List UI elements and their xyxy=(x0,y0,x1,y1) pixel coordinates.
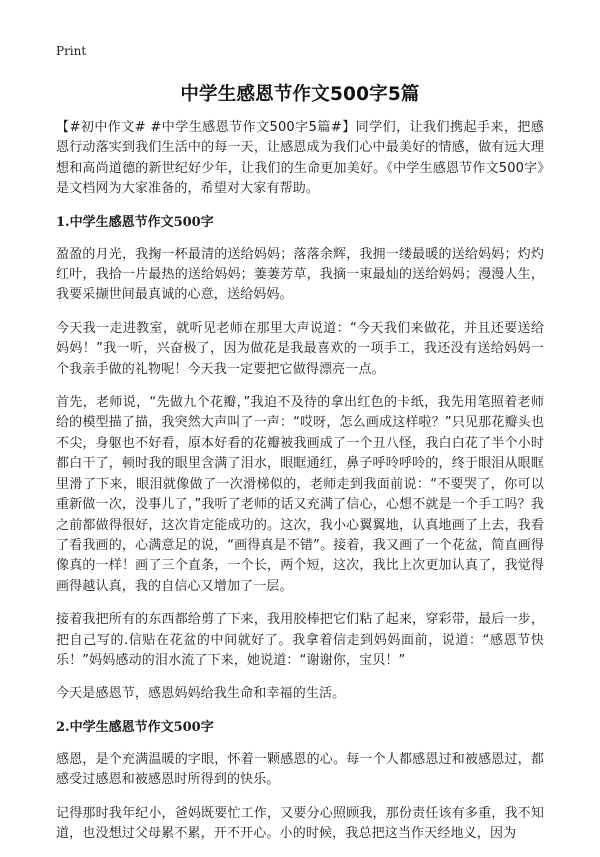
section-heading-2: 2.中学生感恩节作文500字 xyxy=(56,719,214,735)
article-body xyxy=(56,118,544,857)
page-title: 中学生感恩节作文500字5篇 xyxy=(180,84,420,105)
print-link[interactable]: Print xyxy=(56,44,87,58)
section-1-paragraph-1: 盈盈的月光，我掬一杯最清的送给妈妈；落落余辉，我拥一缕最暖的送给妈妈；灼灼红叶，我拾一片最热的送给妈妈；萋萋芳草，我摘一束最灿的送给妈妈；漫漫人生，我要采撷世间最真诚的心意，送给妈妈。 xyxy=(56,246,544,303)
section-1-paragraph-3: 首先，老师说，“先做九个花瓣，”我迫不及待的拿出红色的卡纸，我先用笔照着老师给的模型描了描，我突然大声叫了一声：“哎呀，怎么画成这样啦？”只见那花瓣头也不尖，身躯也不好看，原本好看的花瓣被我画成了一个丑八怪，我白白花了半个小时都白干了，顿时我的眼里含满了泪水，眼眶通红，鼻子呼呤呼呤的，终于眼泪从眼眶里滑了下来，眼泪就像做了一次滑梯似的，老师走到我面前说：“不要哭了，你可以重新做一次，没事儿了，”我听了老师的话又充满了信心，心想不就是一个手工吗？我之前都做得很好，这次肯定能成功的。这次，我小心翼翼地，认真地画了上去，我看了看我画的，心满意足的说，“画得真是不错”。接着，我又画了一个花盆，简直画得像真的一样！画了三个直条，一个长，两个短，这次，我比上次更加认真了，我觉得画得越认真，我的自信心又增加了一层。 xyxy=(56,395,544,594)
section-2-paragraph-2: 记得那时我年纪小，爸妈既要忙工作，又要分心照顾我，那份责任该有多重，我不知道，也没想过父母累不累，开不开心。小的时候，我总把这当作天经地义，因为 xyxy=(56,805,544,841)
section-2-paragraph-1: 感恩，是个充满温暖的字眼，怀着一颗感恩的心。每一个人都感恩过和被感恩过，都感受过感恩和被感恩时所得到的快乐。 xyxy=(56,751,544,788)
section-1-paragraph-4: 接着我把所有的东西都给剪了下来，我用胶棒把它们粘了起来，穿彩带，最后一步，把自己写的.信贴在花盆的中间就好了。我拿着信走到妈妈面前，说道：“感恩节快乐！”妈妈感动的泪水流了下来，她说道：“谢谢你，宝贝！” xyxy=(56,612,544,668)
section-1-paragraph-5: 今天是感恩节，感恩妈妈给我生命和幸福的生活。 xyxy=(56,686,346,702)
section-heading-1: 1.中学生感恩节作文500字 xyxy=(56,214,214,230)
intro-paragraph: 【#初中作文# #中学生感恩节作文500字5篇#】同学们，让我们携起手来，把感恩行动落实到我们生活中的每一天，让感恩成为我们心中最美好的情感，做有远大理想和高尚道德的新世纪好少年，让我们的生命更加美好。《中学生感恩节作文500字》是文档网为大家准备的，希望对大家有帮助。 xyxy=(56,120,544,197)
section-1-paragraph-2: 今天我一走进教室，就听见老师在那里大声说道：“今天我们来做花，并且还要送给妈妈！”我一听，兴奋极了，因为做花是我最喜欢的一项手工，我还没有送给妈妈一个我亲手做的礼物呢！今天我一定要把它做得漂亮一点。 xyxy=(56,320,544,377)
